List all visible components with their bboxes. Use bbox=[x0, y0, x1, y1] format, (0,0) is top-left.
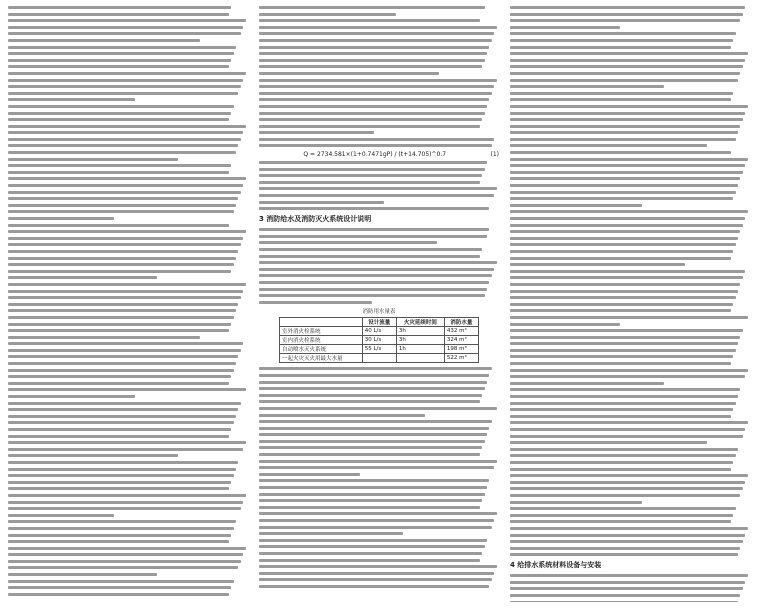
table-total-row bbox=[280, 354, 479, 363]
text-line bbox=[259, 394, 482, 397]
table-row bbox=[280, 336, 479, 345]
text-line bbox=[8, 553, 243, 556]
text-line bbox=[8, 435, 229, 438]
text-line bbox=[8, 428, 231, 431]
text-line bbox=[259, 446, 482, 449]
text-line bbox=[259, 201, 384, 204]
text-line bbox=[510, 303, 733, 306]
text-line bbox=[510, 85, 664, 88]
text-line bbox=[8, 19, 246, 22]
text-line bbox=[8, 309, 236, 312]
text-line bbox=[510, 217, 745, 220]
text-line bbox=[259, 161, 487, 164]
text-line bbox=[510, 594, 740, 597]
text-line bbox=[510, 448, 738, 451]
text-line bbox=[8, 144, 238, 147]
text-line bbox=[510, 263, 685, 266]
text-line bbox=[8, 204, 236, 207]
text-line bbox=[8, 270, 231, 273]
text-line bbox=[259, 181, 480, 184]
text-line bbox=[510, 309, 731, 312]
text-line bbox=[8, 79, 243, 82]
text-line bbox=[510, 355, 733, 358]
text-line bbox=[259, 387, 485, 390]
text-line bbox=[8, 323, 231, 326]
text-line bbox=[510, 514, 733, 517]
text-line bbox=[510, 316, 748, 319]
text-line bbox=[259, 427, 489, 430]
text-line bbox=[510, 547, 740, 550]
text-line bbox=[510, 507, 736, 510]
text-line bbox=[8, 540, 229, 543]
text-line bbox=[510, 454, 736, 457]
text-line bbox=[259, 65, 482, 68]
text-line bbox=[259, 268, 494, 271]
text-line bbox=[8, 65, 229, 68]
text-line bbox=[259, 532, 403, 535]
text-line bbox=[8, 494, 246, 497]
text-line bbox=[8, 296, 241, 299]
text-line bbox=[510, 369, 748, 372]
text-line bbox=[8, 39, 200, 42]
text-line bbox=[259, 519, 494, 522]
text-line bbox=[8, 580, 234, 583]
text-line bbox=[259, 174, 482, 177]
text-line bbox=[259, 466, 494, 469]
text-line bbox=[510, 283, 740, 286]
text-line bbox=[510, 138, 736, 141]
text-line bbox=[259, 506, 480, 509]
text-line bbox=[510, 501, 642, 504]
text-line bbox=[259, 118, 482, 121]
text-line bbox=[259, 6, 485, 9]
text-line bbox=[510, 494, 740, 497]
text-line bbox=[8, 290, 243, 293]
text-line bbox=[8, 105, 234, 108]
text-line bbox=[259, 125, 480, 128]
text-line bbox=[510, 177, 740, 180]
table-header-row bbox=[280, 318, 479, 327]
text-line bbox=[8, 573, 157, 576]
text-line bbox=[8, 454, 178, 457]
text-line bbox=[259, 493, 485, 496]
text-line bbox=[259, 248, 482, 251]
table-header-cell: 消防水量 bbox=[444, 318, 478, 327]
table-cell: 室内消火栓系统 bbox=[280, 336, 363, 345]
table-cell: 324 m³ bbox=[444, 336, 478, 345]
text-line bbox=[8, 224, 229, 227]
text-line bbox=[510, 553, 738, 556]
text-line bbox=[259, 19, 480, 22]
text-line bbox=[510, 144, 707, 147]
column-middle bbox=[259, 6, 499, 602]
text-line bbox=[259, 400, 480, 403]
text-line bbox=[8, 125, 246, 128]
text-line bbox=[259, 288, 487, 291]
text-line bbox=[259, 274, 492, 277]
text-line bbox=[510, 435, 743, 438]
text-line bbox=[8, 138, 241, 141]
text-line bbox=[8, 13, 229, 16]
table-cell: 一起火灾灭火用最大水量 bbox=[280, 354, 363, 363]
text-line bbox=[8, 151, 236, 154]
table-cell: 432 m³ bbox=[444, 327, 478, 336]
text-line bbox=[510, 72, 740, 75]
text-line bbox=[8, 316, 234, 319]
text-line bbox=[8, 210, 234, 213]
text-line bbox=[8, 26, 243, 29]
text-line bbox=[259, 79, 497, 82]
text-line bbox=[259, 261, 497, 264]
table-cell: 30 L/s bbox=[362, 336, 396, 345]
text-line bbox=[259, 539, 487, 542]
text-line bbox=[510, 204, 642, 207]
text-line bbox=[8, 507, 241, 510]
text-line bbox=[510, 534, 745, 537]
text-line bbox=[510, 468, 731, 471]
text-line bbox=[8, 46, 236, 49]
text-line bbox=[8, 402, 241, 405]
text-line bbox=[8, 527, 234, 530]
table-caption: 消防用水量表 bbox=[362, 309, 396, 316]
text-line bbox=[8, 362, 236, 365]
text-line bbox=[510, 276, 743, 279]
text-line bbox=[510, 46, 731, 49]
text-line bbox=[8, 72, 246, 75]
text-line bbox=[8, 6, 231, 9]
text-line bbox=[510, 98, 731, 101]
table-cell: 198 m³ bbox=[444, 345, 478, 354]
text-line bbox=[8, 98, 135, 101]
text-line bbox=[510, 487, 743, 490]
text-line bbox=[8, 243, 241, 246]
text-line bbox=[8, 520, 236, 523]
text-line bbox=[510, 336, 740, 339]
text-line bbox=[259, 433, 487, 436]
table-header-cell: 火灾延续时间 bbox=[396, 318, 444, 327]
text-line bbox=[8, 441, 246, 444]
fire-water-table bbox=[279, 317, 479, 363]
text-line bbox=[8, 92, 238, 95]
table-cell: 1h bbox=[396, 345, 444, 354]
text-line bbox=[510, 587, 743, 590]
text-line bbox=[259, 26, 497, 29]
text-line bbox=[259, 187, 497, 190]
text-line bbox=[259, 294, 485, 297]
text-line bbox=[510, 6, 745, 9]
text-line bbox=[510, 520, 731, 523]
text-line bbox=[510, 65, 743, 68]
text-line bbox=[8, 501, 243, 504]
text-line bbox=[8, 382, 229, 385]
text-line bbox=[510, 349, 736, 352]
text-line bbox=[8, 593, 229, 596]
text-line bbox=[8, 171, 229, 174]
text-line bbox=[8, 184, 243, 187]
text-line bbox=[259, 473, 360, 476]
text-line bbox=[510, 342, 738, 345]
text-line bbox=[259, 241, 437, 244]
table-cell: 40 L/s bbox=[362, 327, 396, 336]
text-line bbox=[8, 461, 238, 464]
table-row bbox=[280, 327, 479, 336]
section-4-title: 4 给排水系统材料设备与安装 bbox=[510, 561, 602, 570]
text-line bbox=[8, 408, 238, 411]
text-line bbox=[259, 414, 425, 417]
text-line bbox=[259, 235, 487, 238]
text-line bbox=[510, 158, 748, 161]
equation-text: Q = 2734.581×(1+0.7471gP) / (t+14.705)^0.7 bbox=[303, 151, 447, 159]
text-line bbox=[259, 85, 494, 88]
text-line bbox=[8, 158, 178, 161]
text-line bbox=[8, 85, 241, 88]
text-line bbox=[510, 243, 736, 246]
text-line bbox=[510, 540, 743, 543]
text-line bbox=[8, 481, 231, 484]
text-line bbox=[259, 13, 396, 16]
text-line bbox=[510, 210, 748, 213]
text-line bbox=[510, 250, 733, 253]
text-line bbox=[8, 131, 243, 134]
section-3-title: 3 消防给水及消防灭火系统设计说明 bbox=[259, 215, 372, 224]
text-line bbox=[8, 388, 246, 391]
text-line bbox=[510, 428, 745, 431]
text-line bbox=[8, 336, 200, 339]
text-line bbox=[8, 237, 243, 240]
text-line bbox=[510, 131, 738, 134]
text-line bbox=[259, 255, 480, 258]
text-line bbox=[8, 566, 238, 569]
text-line bbox=[510, 574, 748, 577]
column-right bbox=[510, 6, 750, 602]
text-line bbox=[259, 512, 497, 515]
text-line bbox=[510, 388, 740, 391]
text-line bbox=[8, 52, 234, 55]
text-line bbox=[8, 355, 238, 358]
text-line bbox=[510, 125, 740, 128]
table-cell: 3h bbox=[396, 327, 444, 336]
text-line bbox=[259, 585, 489, 588]
text-line bbox=[8, 349, 241, 352]
text-line bbox=[8, 421, 234, 424]
text-line bbox=[259, 144, 492, 147]
text-line bbox=[8, 263, 234, 266]
text-line bbox=[8, 560, 241, 563]
text-line bbox=[510, 52, 748, 55]
text-line bbox=[510, 59, 745, 62]
text-line bbox=[510, 92, 733, 95]
text-line bbox=[8, 276, 157, 279]
text-line bbox=[8, 369, 234, 372]
text-line bbox=[8, 197, 238, 200]
text-line bbox=[510, 197, 733, 200]
text-line bbox=[510, 112, 745, 115]
text-line bbox=[510, 151, 731, 154]
text-line bbox=[510, 415, 731, 418]
text-line bbox=[259, 526, 492, 529]
text-line bbox=[8, 342, 243, 345]
runoff-equation bbox=[259, 151, 499, 158]
table-cell: 55 L/s bbox=[362, 345, 396, 354]
text-line bbox=[510, 230, 740, 233]
table-cell bbox=[362, 354, 396, 363]
text-line bbox=[510, 26, 620, 29]
table-row bbox=[280, 345, 479, 354]
text-line bbox=[259, 486, 487, 489]
table-cell: 自动喷水灭火系统 bbox=[280, 345, 363, 354]
text-line bbox=[8, 534, 231, 537]
text-line bbox=[510, 421, 748, 424]
text-line bbox=[8, 250, 238, 253]
text-line bbox=[259, 228, 489, 231]
text-line bbox=[259, 207, 489, 210]
text-line bbox=[259, 72, 439, 75]
text-line bbox=[510, 527, 748, 530]
text-line bbox=[259, 460, 497, 463]
text-line bbox=[510, 39, 733, 42]
text-line bbox=[510, 164, 745, 167]
text-line bbox=[8, 586, 231, 589]
text-line bbox=[8, 177, 246, 180]
text-line bbox=[510, 105, 748, 108]
text-line bbox=[8, 32, 241, 35]
text-line bbox=[510, 408, 733, 411]
text-line bbox=[259, 572, 494, 575]
table-cell: 3h bbox=[396, 336, 444, 345]
column-left bbox=[8, 6, 248, 602]
text-line bbox=[259, 52, 487, 55]
text-line bbox=[259, 92, 492, 95]
text-line bbox=[8, 257, 236, 260]
text-line bbox=[8, 468, 236, 471]
text-line bbox=[259, 559, 480, 562]
text-line bbox=[259, 381, 487, 384]
table-cell: 522 m³ bbox=[444, 354, 478, 363]
text-line bbox=[510, 191, 736, 194]
text-line bbox=[259, 440, 485, 443]
text-line bbox=[510, 171, 743, 174]
text-line bbox=[8, 112, 231, 115]
text-line bbox=[259, 281, 489, 284]
text-line bbox=[259, 59, 485, 62]
text-line bbox=[510, 118, 743, 121]
text-line bbox=[259, 565, 497, 568]
text-line bbox=[259, 194, 494, 197]
text-line bbox=[510, 32, 736, 35]
text-line bbox=[510, 79, 738, 82]
text-line bbox=[8, 448, 243, 451]
text-line bbox=[510, 382, 664, 385]
text-line bbox=[259, 105, 487, 108]
text-line bbox=[259, 112, 485, 115]
text-line bbox=[510, 581, 745, 584]
text-line bbox=[259, 545, 485, 548]
text-line bbox=[8, 375, 231, 378]
text-line bbox=[8, 514, 114, 517]
table-cell: 室外消火栓系统 bbox=[280, 327, 363, 336]
text-line bbox=[510, 601, 738, 602]
text-line bbox=[8, 474, 234, 477]
text-line bbox=[259, 499, 482, 502]
text-line bbox=[259, 138, 494, 141]
text-line bbox=[8, 415, 236, 418]
table-header-cell: 设计流量 bbox=[362, 318, 396, 327]
equation-number: (1) bbox=[490, 151, 499, 159]
text-line bbox=[510, 290, 738, 293]
text-line bbox=[8, 395, 135, 398]
text-line bbox=[8, 164, 231, 167]
text-line bbox=[510, 474, 748, 477]
text-line bbox=[259, 374, 489, 377]
text-line bbox=[259, 578, 492, 581]
text-line bbox=[259, 407, 497, 410]
text-line bbox=[8, 59, 231, 62]
text-line bbox=[8, 230, 246, 233]
table-header-cell bbox=[280, 318, 363, 327]
text-line bbox=[510, 19, 740, 22]
table-cell bbox=[396, 354, 444, 363]
text-line bbox=[259, 301, 372, 304]
text-line bbox=[259, 32, 494, 35]
text-line bbox=[510, 323, 620, 326]
text-line bbox=[510, 270, 745, 273]
text-line bbox=[8, 303, 238, 306]
text-line bbox=[259, 552, 482, 555]
text-line bbox=[259, 46, 489, 49]
text-line bbox=[510, 329, 743, 332]
text-line bbox=[259, 453, 480, 456]
text-line bbox=[259, 479, 489, 482]
text-line bbox=[8, 487, 229, 490]
text-line bbox=[259, 131, 374, 134]
text-line bbox=[8, 217, 114, 220]
text-line bbox=[510, 296, 736, 299]
text-line bbox=[510, 481, 745, 484]
text-line bbox=[8, 329, 229, 332]
text-line bbox=[510, 402, 736, 405]
text-line bbox=[8, 191, 241, 194]
text-line bbox=[510, 461, 733, 464]
text-line bbox=[510, 237, 738, 240]
text-line bbox=[259, 420, 492, 423]
text-line bbox=[259, 98, 489, 101]
text-line bbox=[510, 395, 738, 398]
text-line bbox=[259, 168, 485, 171]
text-line bbox=[8, 283, 246, 286]
text-line bbox=[510, 184, 738, 187]
text-line bbox=[259, 39, 492, 42]
text-line bbox=[8, 118, 229, 121]
text-line bbox=[510, 441, 707, 444]
text-line bbox=[259, 367, 492, 370]
text-line bbox=[510, 13, 743, 16]
text-line bbox=[510, 375, 745, 378]
text-line bbox=[510, 257, 731, 260]
text-line bbox=[8, 547, 246, 550]
text-line bbox=[510, 224, 743, 227]
text-line bbox=[510, 362, 731, 365]
